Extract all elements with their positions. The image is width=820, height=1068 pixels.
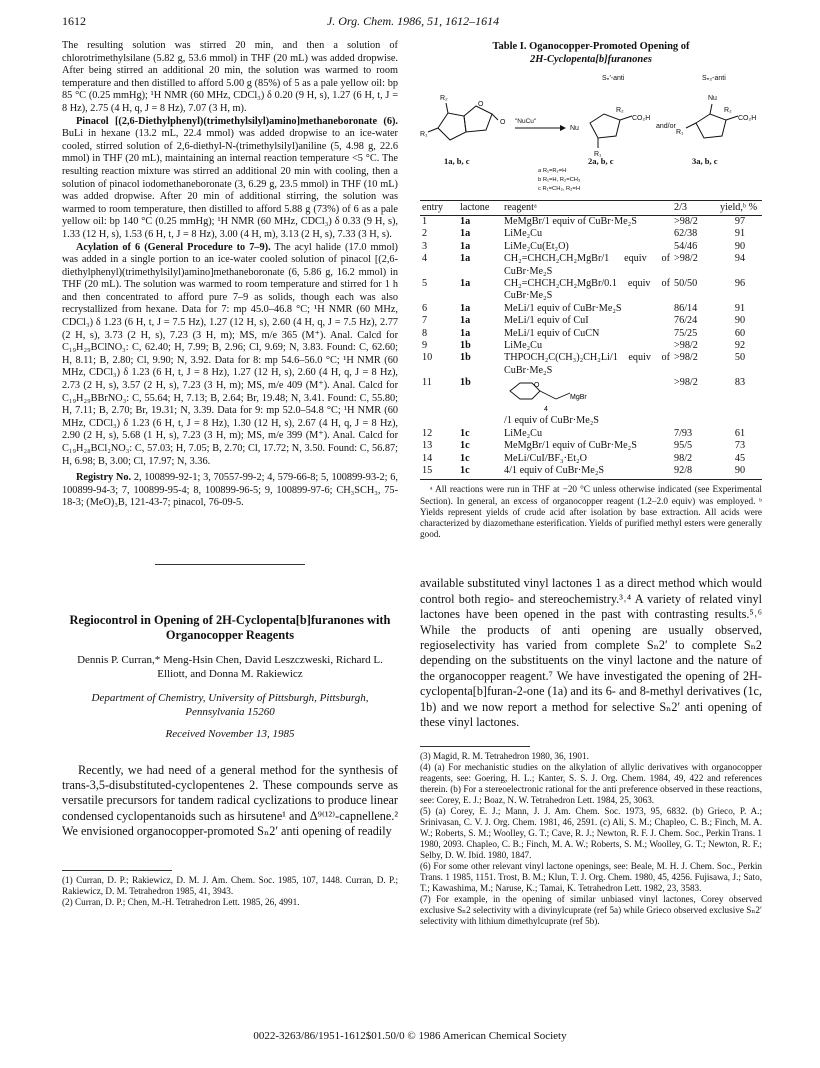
paragraph-heading: Acylation of 6 (General Procedure to 7–9). [76, 241, 271, 253]
running-header [62, 14, 764, 30]
experimental-paragraph-3: Acylation of 6 (General Procedure to 7–9). The acyl halide (17.0 mmol) was added in a single portion to an ice-water cooled solution of pinacol [(2,6-diethylphenyl)(trimethylsilyl)amino]methaneboronate (6, 5.86 g, 16.2 mmol) in THF (20 mL). The solution was warmed to room temperature and stirred for 1 h and then concentrated to afford pure 7–9 as solids, though each was also recrystallized from hexane. Data for 7: mp 45.0–46.8 °C; ¹H NMR (60 MHz, CDCl₃) δ 1.23 (6 H, t, J = 7.5 Hz), 1.27 (12 H, s), 2.60 (4 H, q, J = 7.5 Hz), 2.77 (2 H, s), 3.73 (2 H, s), 7.23 (3 H, m); MS, m/e 365 (M⁺). Anal. Calcd for C₁₉H₂₉BClNO₃: C, 62.40; H, 7.99; B, 2.96; Cl, 9.69; N, 3.83. Found: C, 62.60; H, 8.11; B, 2.80; Cl, 9.90; N, 3.92. Data for 8: mp 54.6–56.0 °C; ¹H NMR (60 MHz, CDCl₃) δ 1.23 (6 H, t, J = 8 Hz), 1.27 (12 H, s), 2.60 (4 H, q, J = 8 Hz), 2.73 (2 H, s), 3.57 (2 H, s), 7.23 (3 H, m); MS, m/e 409 (M⁺). Anal. Calcd for C₁₉H₂₉BBrNO₃: C, 55.64; H, 7.13; B, 2.64; Br, 19.48; N, 3.41. Found: C, 55.80; H, 7.11; B, 2.70; Br, 19.31; N, 3.39. Data for 9: mp 52.0–54.8 °C; ¹H NMR (60 MHz, CDCl₃) δ 1.23 (6 H, t, J = 8 Hz), 1.30 (12 H, s), 2.67 (4 H, q, J = 8 Hz), 2.90 (2 H, s), 5.68 (1 H, s), 7.23 (3 H, m); MS, m/e 399 (M⁺). Anal. Calcd for C₁₉H₂₈BCl₂NO₃: C, 57.03; H, 7.05; B, 2.70; Cl, 17.72; N, 3.50. Found: C, 56.87; H, 6.98; B, 3.00; Cl, 17.97; N, 3.36. [62, 241, 398, 467]
table-title: Table I. Oganocopper-Promoted Opening of 2H-Cyclopenta[b]furanones [492, 41, 690, 65]
svg-text:CO₂H: CO₂H [738, 115, 757, 122]
table-row: 14 1c MeLi/CuI/BF₃·Et₂O 98/2 45 [422, 452, 746, 464]
svg-text:O: O [500, 119, 506, 126]
article-title: Regiocontrol in Opening of 2H-Cyclopenta[b]furanones with Organocopper Reagents [69, 612, 391, 642]
compound-label-1: 1a, b, c [444, 156, 470, 166]
table-row: 8 1a MeLi/1 equiv of CuCN 75/25 60 [422, 327, 746, 339]
substituent-key-c: c R₁=CH₃, R₂=H [538, 186, 580, 192]
reagent-with-structure: O MgBr 4 /1 equiv of CuBr·Me₂S [502, 377, 672, 427]
table-footnote: ᵃ All reactions were run in THF at −20 °C unless otherwise indicated (see Experimental Section). In general, an excess of organocopper reagent (1.2–2.0 equiv) was employed. ᵇ Yields represent yields of crude acid after isolation by base extraction. All acids were characterized by diazomethane esterification. Yields of purified methyl esters were generally good. [420, 484, 762, 540]
table-row: 3 1a LiMe₂Cu(Et₂O) 54/46 90 [422, 240, 746, 252]
table-row: 12 1c LiMe₂Cu 7/93 61 [422, 427, 746, 439]
svg-text:R₁: R₁ [420, 131, 428, 138]
reagent-label: "NuCu" [515, 118, 537, 125]
table-row: 13 1c MeMgBr/1 equiv of CuBr·Me₂S 95/5 73 [422, 440, 746, 452]
table-row: 1 1a MeMgBr/1 equiv of CuBr·Me₂S >98/2 97 [422, 216, 746, 227]
svg-text:CO₂H: CO₂H [632, 115, 651, 122]
svg-text:R₁: R₁ [594, 151, 602, 158]
svg-text:and/or: and/or [656, 123, 676, 130]
paragraph-heading: Pinacol [(2,6-Diethylphenyl)(trimethylsilyl)amino]methaneboronate (6). [76, 115, 398, 127]
footnote-divider [420, 746, 530, 747]
section-divider [155, 564, 305, 565]
lactone-structure [428, 103, 498, 140]
svg-text:R₂: R₂ [724, 107, 732, 114]
experimental-paragraph-2: Pinacol [(2,6-Diethylphenyl)(trimethylsilyl)amino]methaneboronate (6). BuLi in hexane (13.2 mL, 22.4 mmol) was added dropwise to an ice-water cooled, stirred solution of 2,6-diethyl-N-(trimethylsilyl)aniline (5, 4.98 g, 22.6 mmol) in THF (20 mL), maintaining an internal reaction temperature <5 °C. The resulting reaction mixture was stirred an additional 20 min with cooling, then a solution of pinacol iodomethaneboronate (3, 6.29 g, 23.5 mmol) in THF (10 mL) was added dropwise. After 20 min of additional stirring, the solution was warmed to room temperature, then distilled to afford 5.88 g (73%) of 6 as a pale yellow oil: bp 140 °C (0.25 mmHg); ¹H NMR (60 MHz, CDCl₃) δ 0.33 (9 H, s), 1.33 (12 H, s), 1.53 (6 H, t, J = 8 Hz), 3.00 (4 H, m), 3.13 (2 H, s), 7.33 (3 H, s). [62, 115, 398, 240]
footnote-7: (7) For example, in the opening of similar unbiased vinyl lactones, Corey observed exclusive Sₙ2 selectivity with a divinylcuprate (ref 5a) while Grieco observed exclusive Sₙ2′ selectivity with lithium dimethylcuprate (ref 5b). [420, 894, 762, 927]
copyright-footer: 0022-3263/86/1951-1612$01.50/0 © 1986 American Chemical Society [253, 1030, 567, 1042]
received-date: Received November 13, 1985 [165, 727, 295, 740]
page-number: 1612 [62, 14, 86, 28]
table-row: 10 1b THPOCH₂C(CH₃)₂CH₂Li/1 equiv of CuBr·Me₂S >98/2 50 [422, 352, 746, 376]
article-body-intro: Recently, we had need of a general method for the synthesis of trans-3,5-disubstituted-cyclopentenes 2. These compounds serve as versatile precursors for tandem radical cyclizations to produce linear condensed cyclopentanoids such as hirsutene¹ and Δ⁹⁽¹²⁾-capnellene.² We envisioned organocopper-promoted Sₙ2′ anti opening of readily [62, 762, 398, 839]
table-row: 7 1a MeLi/1 equiv of CuI 76/24 90 [422, 315, 746, 327]
footnote-2: (2) Curran, D. P.; Chen, M.-H. Tetrahedron Lett. 1985, 26, 4991. [62, 896, 300, 907]
svg-text:O: O [534, 382, 540, 390]
footnote-divider [62, 870, 172, 871]
scheme-label-sn2prime: Sₙ′-anti [602, 75, 625, 82]
svg-text:Nu: Nu [708, 95, 717, 102]
results-table [420, 200, 762, 481]
footnote-5: (5) (a) Corey, E. J.; Mann, J. J. Am. Chem. Soc. 1973, 95, 6832. (b) Grieco, P. A.; Srinivasan, C. V. J. Org. Chem. 1981, 46, 2591. (c) Ali, S. M.; Chapleo, C. B.; Finch, M. A. W.; Roberts, S. M.; Woolley, G. T.; Cave, R. J.; Newton, R. F. J. Chem. Soc., Perkin Trans. 1 1980, 2093. Chapleo, C. B.; Finch, M. A. W.; Roberts, S. M.; Woolley, G. T.; Newton, R. F.; Selby, D. W. Ibid. 1980, 1847. [420, 806, 762, 861]
substituent-key-a: a R₁=R₂=H [538, 168, 567, 174]
footnote-6: (6) For some other relevant vinyl lactone openings, see: Beale, M. H. J. Chem. Soc., Perkin Trans. 1 1985, 1151. Trost, B. M.; Klun, T. J. Org. Chem. 1980, 45, 4256. Fujisawa, J.; Sato, T.; Kawashima, M.; Naruse, K.; Tamai, K. Tetrahedron Lett. 1982, 23, 3583. [420, 861, 762, 894]
table-row: 6 1a MeLi/1 equiv of CuBr·Me₂S 86/14 91 [422, 302, 746, 314]
article-body-continued: available substituted vinyl lactones 1 as a direct method which would control both regio- and stereochemistry.³˒⁴ A variety of related vinyl lactones have been opened in the past with contrasting results.⁵˒⁶ While the products of anti opening are usually observed, regioselectivity has varied from complete Sₙ2′ to complete Sₙ2 depending on the substituents on the vinyl lactone and the nature of the organocopper reagent.⁷ We have investigated the opening of 2H-cyclopenta[b]furan-2-one (1a) and its 6- and 8-methyl derivatives (1c, 1b) and we now report a method for selective Sₙ2′ anti opening of these vinyl lactones. [420, 576, 762, 729]
substituent-key-b: b R₁=H, R₂=CH₃ [538, 177, 581, 183]
table-row: 11 1b O MgBr 4 /1 equiv of CuBr·Me₂S >98/2 83 [422, 377, 746, 427]
structure-4 [504, 377, 624, 415]
table-header-row: entry lactone reagentᵃ 2/3 yield,ᵇ % [420, 200, 762, 215]
footnote-4: (4) (a) For mechanistic studies on the alkylation of allylic derivatives with organocopper reagents, see: Goering, H. L.; Kanter, S. S. J. Org. Chem. 1984, 49, 422 and references therein. (b) For a stereoelectronic rational for the anti preference observed in these reactions, see: Corey, E. J.; Boaz, N. W. Tetrahedron Lett. 1984, 25, 3063. [420, 762, 762, 806]
footnote-1: (1) Curran, D. P.; Rakiewicz, D. M. J. Am. Chem. Soc. 1985, 107, 1448. Curran, D. P.; Rakiewicz, D. M. Tetrahedron 1985, 41, 3943. [62, 874, 398, 896]
scheme-label-sn2: Sₙ₂-anti [702, 75, 726, 82]
registry-numbers: Registry No. 2, 100899-92-1; 3, 70557-99-2; 4, 579-66-8; 5, 100899-93-2; 6, 100899-94-3; 7, 100899-95-4; 8, 100899-96-5; 9, 100899-97-6; CH₃SCH₃, 75-18-3; (MeO)₃B, 121-43-7; pinacol, 76-09-5. [62, 472, 399, 509]
footnote-3: (3) Magid, R. M. Tetrahedron 1980, 36, 1901. [420, 751, 589, 762]
left-column [62, 40, 398, 908]
svg-text:4: 4 [544, 406, 548, 414]
reaction-scheme [420, 68, 762, 193]
table-row: 9 1b LiMe₂Cu >98/2 92 [422, 340, 746, 352]
compound-label-3: 3a, b, c [692, 156, 718, 166]
svg-text:O: O [478, 101, 484, 108]
svg-text:R₂: R₂ [440, 95, 448, 102]
journal-citation: J. Org. Chem. 1986, 51, 1612–1614 [326, 14, 500, 28]
svg-text:R₁: R₁ [676, 129, 684, 136]
table-row: 2 1a LiMe₂Cu 62/38 91 [422, 228, 746, 240]
product-2-structure [590, 114, 632, 148]
right-column [420, 40, 762, 927]
table-row: 5 1a CH₂=CHCH₂CH₂MgBr/0.1 equiv of CuBr·Me₂S 50/50 96 [422, 278, 746, 302]
compound-label-2: 2a, b, c [588, 156, 614, 166]
table-row: 4 1a CH₂=CHCH₂CH₂MgBr/1 equiv of CuBr·Me₂S >98/2 94 [422, 253, 746, 277]
svg-text:MgBr: MgBr [570, 394, 587, 402]
table-body [420, 216, 762, 480]
article-affiliation: Department of Chemistry, University of Pittsburgh, Pittsburgh, Pennsylvania 15260 [91, 691, 369, 718]
svg-text:R₂: R₂ [616, 107, 624, 114]
svg-text:Nu: Nu [570, 125, 579, 132]
table-row: 15 1c 4/1 equiv of CuBr·Me₂S 92/8 90 [420, 465, 762, 480]
experimental-paragraph-1: The resulting solution was stirred 20 min, and then a solution of chlorotrimethylsilane (5.82 g, 53.6 mmol) in THF (20 mL) was added dropwise. After being stirred an additional 20 min, the solution was warmed to room temperature and then distilled to afford 5.00 g (85%) of 5 as a pale yellow oil: bp 85 °C (0.25 mmHg); ¹H NMR (60 MHz, CDCl₃) δ 0.20 (9 H, s), 1.27 (6 H, t, J = 8 Hz), 2.75 (4 H, q, J = 8 Hz), 7.07 (3 H, m). [62, 40, 398, 114]
article-authors: Dennis P. Curran,* Meng-Hsin Chen, David Leszczweski, Richard L. Elliott, and Donna M. Rakiewicz [77, 653, 383, 680]
